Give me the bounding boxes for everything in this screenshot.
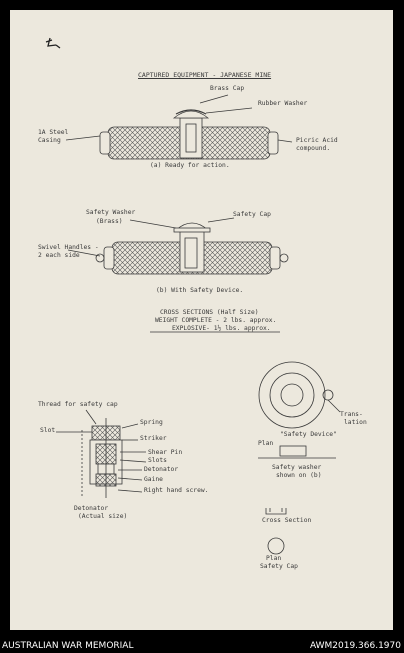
slots-label: Slots bbox=[148, 457, 167, 464]
mine-drawing-b bbox=[68, 218, 288, 274]
spring-label: Spring bbox=[140, 419, 163, 426]
slot-label: Slot bbox=[40, 427, 56, 434]
safety-cap-plan-label: Safety Cap bbox=[260, 563, 298, 570]
shear-pin-label: Shear Pin bbox=[148, 449, 183, 456]
detonator-label: Detonator bbox=[144, 466, 179, 473]
steel-casing-label-1: 1A Steel bbox=[38, 129, 69, 136]
steel-casing-label-2: Casing bbox=[38, 137, 61, 144]
footer-accession: AWM2019.366.1970 bbox=[309, 641, 401, 651]
gaine-label: Gaine bbox=[144, 476, 163, 483]
plan-label: Plan bbox=[258, 440, 274, 447]
safety-washer-shown-2: shown on (b) bbox=[276, 472, 322, 479]
detonator-caption-1: Detonator bbox=[74, 505, 109, 512]
caption-b: (b) With Safety Device. bbox=[156, 287, 244, 294]
safety-device-drawing bbox=[258, 362, 340, 554]
safety-device-label: "Safety Device" bbox=[280, 431, 337, 438]
footer-source: AUSTRALIAN WAR MEMORIAL bbox=[2, 641, 134, 651]
footer-bar bbox=[0, 640, 404, 653]
swivel-handles-label-1: Swivel Handles - bbox=[38, 244, 99, 251]
plan-label-2: Plan bbox=[266, 555, 282, 562]
picric-acid-label-2: compound. bbox=[296, 145, 331, 152]
handwritten-mark bbox=[46, 38, 60, 48]
swivel-handles-label-2: 2 each side bbox=[38, 252, 80, 259]
cross-section-label: Cross Section bbox=[262, 517, 312, 524]
right-hand-screw-label: Right hand screw. bbox=[144, 487, 209, 494]
picric-acid-label-1: Picric Acid bbox=[296, 137, 338, 144]
brass-cap-label: Brass Cap bbox=[210, 85, 245, 92]
detonator-drawing bbox=[56, 410, 146, 498]
translation-label-1: Trans- bbox=[340, 411, 363, 418]
striker-label: Striker bbox=[140, 435, 167, 442]
rubber-washer-label: Rubber Washer bbox=[258, 100, 308, 107]
caption-a: (a) Ready for action. bbox=[150, 162, 230, 169]
safety-washer-shown-1: Safety washer bbox=[272, 464, 322, 471]
page-title: CAPTURED EQUIPMENT - JAPANESE MINE bbox=[138, 71, 272, 79]
spec-line-3: EXPLOSIVE- 1½ lbs. approx. bbox=[172, 325, 271, 332]
safety-washer-label-1: Safety Washer bbox=[86, 209, 136, 216]
thread-label: Thread for safety cap bbox=[38, 401, 118, 408]
safety-washer-label-2: (Brass) bbox=[96, 218, 123, 225]
detonator-caption-2: (Actual size) bbox=[78, 513, 128, 520]
spec-line-1: CROSS SECTIONS (Half Size) bbox=[160, 309, 259, 316]
translation-label-2: lation bbox=[344, 419, 367, 426]
spec-line-2: WEIGHT COMPLETE - 2 lbs. approx. bbox=[155, 317, 277, 324]
safety-cap-label: Safety Cap bbox=[233, 211, 271, 218]
